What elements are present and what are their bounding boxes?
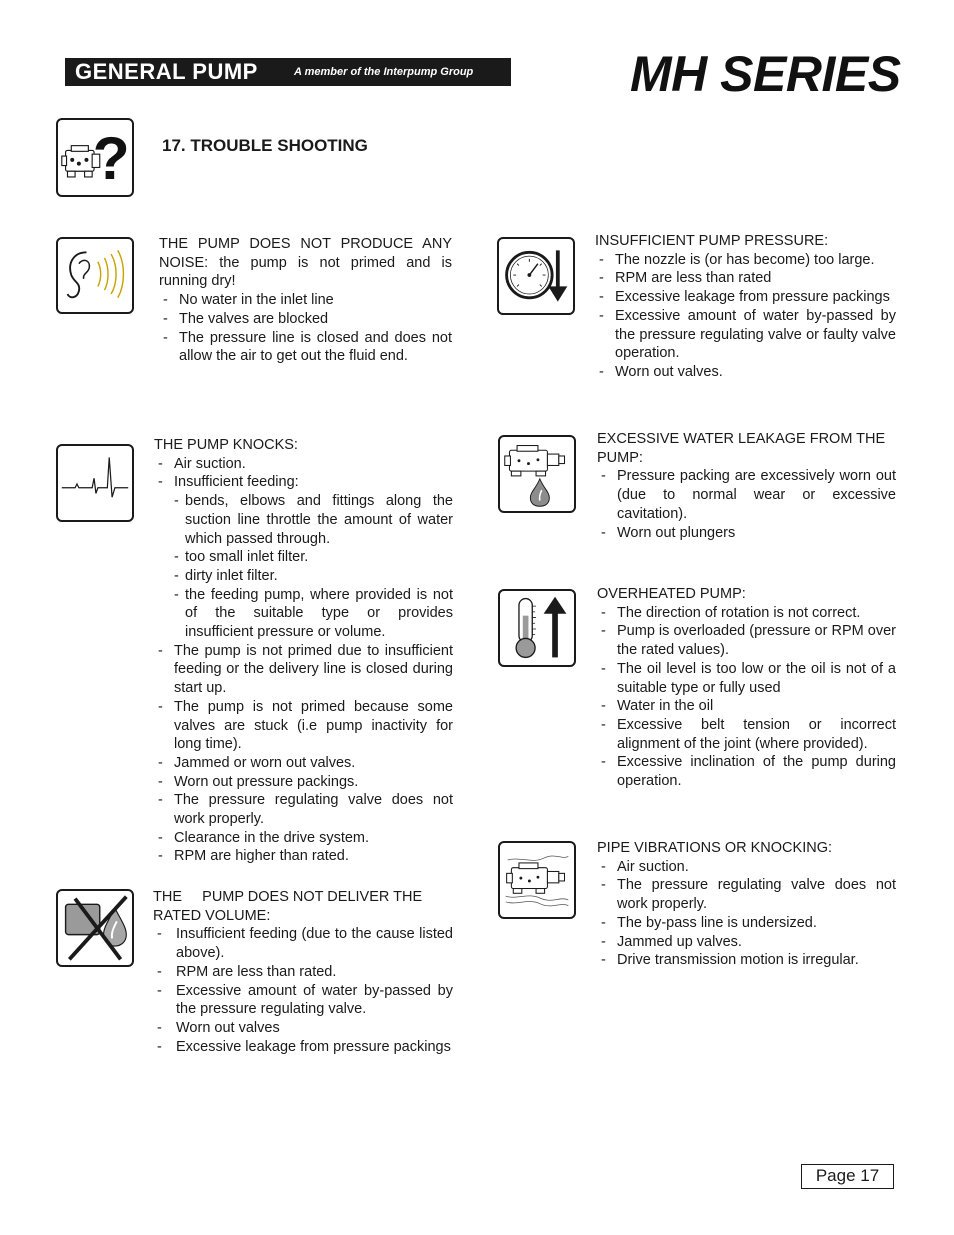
knocks-block <box>154 436 453 866</box>
thermometer-up-icon <box>498 589 576 667</box>
page-number: Page 17 <box>801 1164 894 1189</box>
list-item: - Excessive amount of water by-passed by the pressure regulating valve. <box>153 982 453 1019</box>
list-item: - Clearance in the drive system. <box>154 829 453 848</box>
no-noise-block <box>159 235 452 366</box>
cause-list <box>597 858 896 970</box>
pump-drip-icon <box>498 435 576 513</box>
list-item: - The pressure regulating valve does not work properly. <box>154 791 453 828</box>
gauge-down-icon <box>497 237 575 315</box>
list-item: - Pump is overloaded (pressure or RPM over the rated values). <box>597 622 896 659</box>
list-item: - The nozzle is (or has become) too large. <box>595 251 896 270</box>
block-heading: INSUFFICIENT PUMP PRESSURE: <box>595 233 829 249</box>
list-item: - Worn out pressure packings. <box>154 773 453 792</box>
sub-list-item: - dirty inlet filter. <box>154 567 453 586</box>
list-item: - The pressure line is closed and does not allow the air to get out the fluid end. <box>159 329 452 366</box>
cause-list <box>597 467 896 542</box>
list-item: - RPM are higher than rated. <box>154 847 453 866</box>
list-item: - Jammed or worn out valves. <box>154 754 453 773</box>
no-volume-block <box>153 888 453 1056</box>
waveform-icon <box>56 444 134 522</box>
sub-list-item: - the feeding pump, where provided is not of the suitable type or provides insufficient pressure or volume. <box>154 586 453 642</box>
list-item: - Insufficient feeding: <box>154 473 453 492</box>
list-item: - Excessive leakage from pressure packings <box>153 1038 453 1057</box>
cause-list <box>154 455 453 866</box>
block-heading: THE PUMP DOES NOT PRODUCE ANY NOISE: the pump is not primed and is running dry! <box>159 236 452 290</box>
section-title: 17. TROUBLE SHOOTING <box>162 136 368 155</box>
series-title: MH SERIES <box>630 46 901 102</box>
cause-list <box>595 251 896 382</box>
brand-bar <box>65 58 511 86</box>
list-item: - Air suction. <box>154 455 453 474</box>
list-item: - Excessive belt tension or incorrect alignment of the joint (where provided). <box>597 716 896 753</box>
pump-question-icon <box>56 118 134 197</box>
leakage-block <box>597 430 896 542</box>
block-heading: EXCESSIVE WATER LEAKAGE FROM THE PUMP: <box>597 431 886 466</box>
sub-list-item: - bends, elbows and fittings along the suction line throttle the amount of water which passed through. <box>154 492 453 548</box>
block-heading: OVERHEATED PUMP: <box>597 586 746 602</box>
block-heading: PIPE VIBRATIONS OR KNOCKING: <box>597 840 832 856</box>
list-item: - Air suction. <box>597 858 896 877</box>
list-item: - The pump is not primed because some valves are stuck (i.e pump inactivity for long time). <box>154 698 453 754</box>
cause-list <box>597 604 896 791</box>
list-item: - Pressure packing are excessively worn out (due to normal wear or excessive cavitation). <box>597 467 896 523</box>
list-item: - The oil level is too low or the oil is not of a suitable type or fully used <box>597 660 896 697</box>
list-item: - RPM are less than rated <box>595 269 896 288</box>
list-item: - Excessive amount of water by-passed by the pressure regulating valve or faulty valve operation. <box>595 307 896 363</box>
list-item: - The pump is not primed due to insufficient feeding or the delivery line is closed during start up. <box>154 642 453 698</box>
list-item: - Water in the oil <box>597 697 896 716</box>
cause-list <box>153 925 453 1056</box>
brand-name: GENERAL PUMP <box>75 59 258 84</box>
list-item: - Insufficient feeding (due to the cause listed above). <box>153 925 453 962</box>
brand-tagline: A member of the Interpump Group <box>294 66 474 78</box>
list-item: - Excessive leakage from pressure packings <box>595 288 896 307</box>
list-item: - RPM are less than rated. <box>153 963 453 982</box>
overheated-block <box>597 585 896 791</box>
list-item: - Worn out plungers <box>597 524 896 543</box>
vibrations-block <box>597 839 896 970</box>
list-item: - The valves are blocked <box>159 310 452 329</box>
block-heading: THE PUMP KNOCKS: <box>154 437 298 453</box>
list-item: - The by-pass line is undersized. <box>597 914 896 933</box>
list-item: - Excessive inclination of the pump during operation. <box>597 753 896 790</box>
list-item: - The direction of rotation is not correct. <box>597 604 896 623</box>
crossed-drop-icon <box>56 889 134 967</box>
ear-icon <box>56 237 134 314</box>
list-item: - Drive transmission motion is irregular. <box>597 951 896 970</box>
pump-vibration-icon <box>498 841 576 919</box>
list-item: - The pressure regulating valve does not work properly. <box>597 876 896 913</box>
low-pressure-block <box>595 232 896 382</box>
list-item: - No water in the inlet line <box>159 291 452 310</box>
block-heading: THE PUMP DOES NOT DELIVER THE RATED VOLUME: <box>153 889 427 924</box>
list-item: - Worn out valves <box>153 1019 453 1038</box>
list-item: - Jammed up valves. <box>597 933 896 952</box>
sub-list-item: - too small inlet filter. <box>154 548 453 567</box>
svg-text:?: ? <box>92 123 130 192</box>
list-item: - Worn out valves. <box>595 363 896 382</box>
cause-list <box>159 291 452 366</box>
